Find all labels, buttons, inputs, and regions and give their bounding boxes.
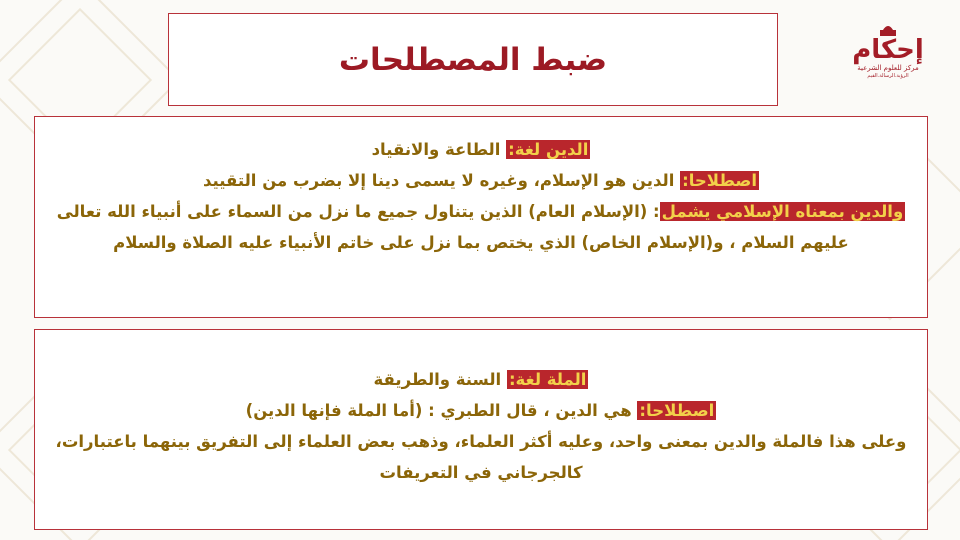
definition-box-milla [34, 329, 928, 530]
page-title: ضبط المصطلحات [338, 41, 608, 78]
din-islamic-label: والدين بمعناه الإسلامي يشمل [661, 202, 904, 221]
din-islamic-text: : (الإسلام العام) الذين يتناول جميع ما نزل من السماء على أنبياء الله تعالى عليهم السلام ، و(الإسلام الخاص) الذي يختص بما نزل على خاتم الأنبياء عليه الصلاة والسلام [56, 202, 849, 252]
milla-scholars-line: وعلى هذا فالملة والدين بمعنى واحد، وعليه أكثر العلماء، وذهب بعض العلماء إلى التفريق بينهما باعتبارات، كالجرجاني في التعريفات [55, 432, 907, 482]
din-lexical-line [47, 134, 915, 165]
din-lexical-label: الدين لغة: [508, 140, 589, 159]
din-technical-line [47, 165, 915, 196]
din-islamic-line [47, 196, 915, 258]
logo [842, 24, 934, 94]
definition-box-din [34, 116, 928, 318]
title-box [168, 13, 778, 106]
din-lexical-text: الطاعة والانقياد [371, 140, 507, 159]
logo-main-text: إحكام [852, 35, 924, 65]
din-technical-text: الدين هو الإسلام، وغيره لا يسمى دينا إلا بضرب من التقييد [202, 171, 681, 190]
milla-lexical-label: الملة لغة: [508, 370, 587, 389]
milla-lexical-text: السنة والطريقة [373, 370, 507, 389]
milla-technical-label: اصطلاحا: [639, 401, 715, 420]
logo-tagline: الرؤية.الرسالة.القيم [867, 73, 909, 79]
milla-technical-line [47, 395, 915, 426]
milla-lexical-line [47, 364, 915, 395]
din-technical-label: اصطلاحا: [682, 171, 757, 190]
milla-technical-text: هي الدين ، قال الطبري : (أما الملة فإنها الدين) [245, 401, 638, 420]
logo-subtitle: مركز للعلوم الشرعية [857, 64, 919, 72]
